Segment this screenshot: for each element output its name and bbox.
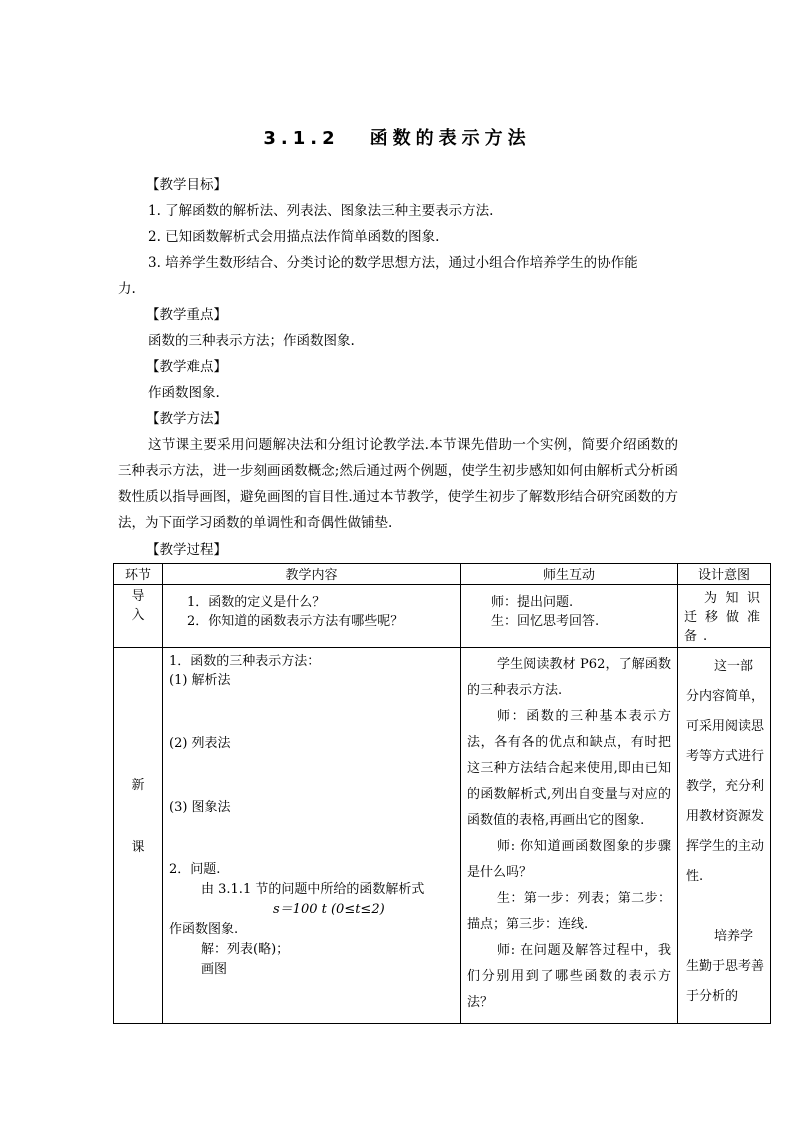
title-text: 函数的表示方法	[369, 128, 531, 149]
heading-process: 【教学过程】	[146, 542, 227, 558]
process-table	[113, 563, 771, 1024]
content-question: 由 3.1.1 节的问题中所给的函数解析式	[201, 882, 425, 897]
new-content	[163, 648, 461, 1024]
goal-item-3: 3. 培养学生数形结合、分类讨论的数学思想方法，通过小组合作培养学生的协作能	[148, 255, 638, 271]
content-formula: s＝100 t (0≤t≤2)	[273, 902, 385, 917]
intent-2: 培养学生勤于思考善于分析的	[686, 929, 765, 1004]
intent-1: 这一部分内容简单，可采用阅读思考等方式进行教学，充分利用教材资源发挥学生的主动性.	[686, 659, 765, 884]
header-content: 教学内容	[163, 564, 461, 585]
content-item-2: 2．问题.	[169, 862, 221, 877]
goal-item-2: 2. 已知函数解析式会用描点法作简单函数的图象.	[148, 229, 440, 245]
intro-content	[163, 585, 461, 648]
intro-question-1: 1．函数的定义是什么？	[187, 595, 326, 610]
interaction-2: 师：函数的三种基本表示方法，各有各的优点和缺点，有时把这三种方法结合起来使用,即由已知的函数解析式,列出自变量与对应的函数值的表格,再画出它的图象.	[467, 709, 671, 828]
table-header-row	[114, 564, 771, 585]
table-row-new	[114, 648, 771, 1024]
intro-teacher: 师：提出问题.	[491, 595, 574, 610]
stage-new	[114, 648, 163, 1024]
intro-student: 生：回忆思考回答.	[491, 614, 600, 629]
stage-intro-line1: 导	[131, 589, 145, 604]
content-item-1: 1．函数的三种表示方法：	[169, 654, 321, 669]
heading-goals: 【教学目标】	[146, 177, 227, 193]
content-solution: 解：列表(略)；	[201, 942, 290, 957]
intro-question-2: 2．你知道的函数表示方法有哪些呢？	[187, 614, 404, 629]
difficulty-text: 作函数图象.	[148, 385, 220, 401]
heading-focus: 【教学重点】	[146, 307, 227, 323]
goal-item-1: 1. 了解函数的解析法、列表法、图象法三种主要表示方法.	[148, 203, 494, 219]
content-method-table: (2) 列表法	[169, 736, 231, 751]
content-method-graph: (3) 图象法	[169, 800, 231, 815]
interaction-3: 师: 你知道画函数图象的步骤是什么吗？	[467, 839, 671, 880]
interaction-4: 生：第一步：列表；第二步：描点；第三步：连线.	[467, 891, 671, 932]
content-draw: 画图	[201, 962, 228, 977]
heading-method: 【教学方法】	[146, 411, 227, 427]
heading-difficulty: 【教学难点】	[146, 359, 227, 375]
interaction-1: 学生阅读教材 P62，了解函数的三种表示方法.	[467, 657, 671, 698]
stage-intro-line2: 入	[131, 608, 145, 623]
stage-intro	[114, 585, 163, 648]
stage-new-line2: 课	[131, 840, 145, 855]
stage-new-line1: 新	[131, 778, 145, 793]
new-interaction	[461, 648, 678, 1024]
new-intent	[678, 648, 771, 1024]
intro-intent-text: 为知识迁移做准备.	[684, 591, 766, 644]
title-number: 3.1.2	[263, 128, 340, 149]
header-stage: 环节	[114, 564, 163, 585]
intro-intent	[678, 585, 771, 648]
page-title	[0, 124, 794, 150]
intro-interaction	[461, 585, 678, 648]
method-paragraph: 这节课主要采用问题解决法和分组讨论教学法.本节课先借助一个实例，简要介绍函数的三种表示方法，进一步刻画函数概念;然后通过两个例题，使学生初步感知如何由解析式分析函数性质以指导画图，避免画图的盲目性.通过本节教学，使学生初步了解数形结合研究函数的方法，为下面学习函数的单调性和奇偶性做铺垫.	[118, 437, 678, 531]
table-row-intro	[114, 585, 771, 648]
content-task: 作函数图象.	[169, 922, 239, 937]
goal-item-3-cont: 力.	[118, 281, 136, 297]
header-interaction: 师生互动	[461, 564, 678, 585]
focus-text: 函数的三种表示方法；作函数图象.	[148, 333, 355, 349]
interaction-5: 师: 在问题及解答过程中，我们分别用到了哪些函数的表示方法？	[467, 943, 671, 1010]
header-intent: 设计意图	[678, 564, 771, 585]
content-method-analytic: (1) 解析法	[169, 673, 231, 688]
